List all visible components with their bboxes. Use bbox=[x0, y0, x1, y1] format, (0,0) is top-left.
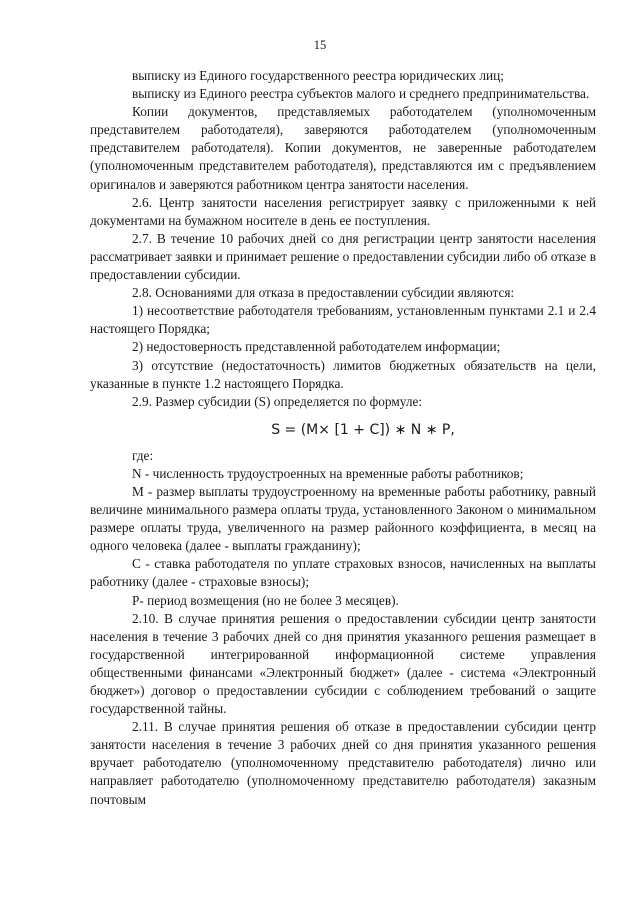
paragraph: 2.8. Основаниями для отказа в предоставлении субсидии являются: bbox=[132, 285, 515, 301]
paragraph: 2.7. В течение 10 рабочих дней со дня регистрации центр занятости населения рассматривает заявки и принимает решение о предоставлении субсидии либо об отказе в предоставлении субсидии. bbox=[90, 230, 596, 283]
paragraph: выписку из Единого реестра субъектов малого и среднего предпринимательства. bbox=[132, 86, 590, 102]
definition-m: M - размер выплаты трудоустроенному на временные работы работнику, равный величине минимального размера оплаты труда, установленного Законом о минимальном размере оплаты труда, увеличенного на размер районного коэффициента, в месяц на одного человека (далее - выплаты гражданину); bbox=[90, 483, 596, 554]
paragraph: 2.11. В случае принятия решения об отказе в предоставлении субсидии центр занятости населения в течение 3 рабочих дней со дня принятия указанного решения вручает работодателю (уполномоченному представителю работодателя) лично или направляет работодателю (уполномоченному представителю работодателя) заказным почтовым bbox=[90, 719, 596, 807]
paragraph: 2.10. В случае принятия решения о предоставлении субсидии центр занятости населения в течение 3 рабочих дней со дня принятия указанного решения размещает в государственной интегрированной информационной системе управления общественными финансами «Электронный бюджет» (далее - система «Электронный бюджет») договор о предоставлении субсидии с соблюдением требований о защите государственной тайны. bbox=[90, 610, 596, 717]
definition-n: N - численность трудоустроенных на временные работы работников; bbox=[132, 465, 524, 481]
paragraph: 3) отсутствие (недостаточность) лимитов бюджетных обязательств на цели, указанные в пункте 1.2 настоящего Порядка. bbox=[90, 357, 596, 391]
subsidy-formula: S = (M× [1 + C]) ∗ N ∗ P, bbox=[271, 421, 455, 438]
definition-p: P- период возмещения (но не более 3 месяцев). bbox=[132, 592, 399, 608]
paragraph: 2.6. Центр занятости населения регистрирует заявку с приложенными к ней документами на бумажном носителе в день ее поступления. bbox=[90, 194, 596, 228]
paragraph: 1) несоответствие работодателя требованиям, установленным пунктами 2.1 и 2.4 настоящего Порядка; bbox=[90, 303, 596, 337]
paragraph: 2.9. Размер субсидии (S) определяется по формуле: bbox=[132, 393, 423, 409]
paragraph: 2) недостоверность представленной работодателем информации; bbox=[132, 339, 501, 355]
page-number: 15 bbox=[313, 38, 327, 52]
definition-c: C - ставка работодателя по уплате страховых взносов, начисленных на выплаты работнику (далее - страховые взносы); bbox=[90, 556, 596, 590]
paragraph: выписку из Единого государственного реестра юридических лиц; bbox=[132, 68, 504, 83]
where-label: где: bbox=[132, 447, 154, 463]
document-body bbox=[90, 67, 596, 809]
paragraph: Копии документов, представляемых работодателем (уполномоченным представителем работодателя), заверяются работодателем (уполномоченным представителем работодателя). Копии документов, не заверенные работодателем (уполномоченным представителем работодателя), представляются им с предъявлением оригиналов и заверяются работником центра занятости населения. bbox=[90, 104, 596, 192]
